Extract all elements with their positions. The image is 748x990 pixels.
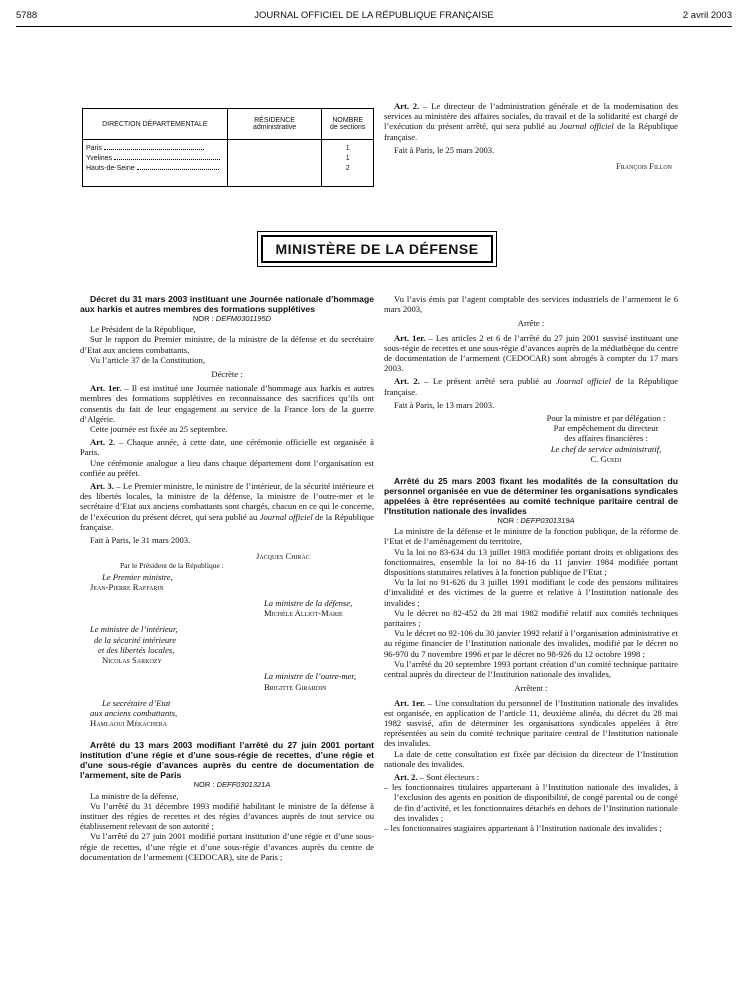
right-column: Vu l’avis émis par l’agent comptable des services industriels de l’armement le 6 mars 2003, Arrête : Art. 1er. – Les articles 2 et 6 de l’arrêté du 27 juin 2001 susvisé instituant une sous-régie de recettes et une sous-régie d’avances auprès de la médiathèque du centre de documentation de l’armement (CEDOCAR) sont abrogés à compter du 17 mars 2003. Art. 2. – Le présent arrêté sera publié au Journal officiel de la République française. Fait à Paris, le 13 mars 2003. Pour la ministre et par délégation : Par empêchement du directeur des affaires financières : Le chef de service administratif, C. Guedj Arrêté du 25 mars 2003 fixant les modalités de la consultation du personnel organisée en vue de déterminer les organisations syndicales appelées à être représentées au comité technique paritaire central de l’Institution nationale des invalides NOR : DEFP0301319A La ministre de la défense et le ministre de la fonction publique, de la réforme de l’Etat et de l’aménagement du territoire, Vu la loi no 83-634 du 13 juillet 1983 modifiée portant droits et obligations des fonctionnaires, ensemble la loi no 84-16 du 11 janvier 1984 modifiée portant dispositions statutaires relatives à la fonction publique de l’Etat ; Vu la loi no 91-626 du 3 juillet 1991 modifiant le code des pensions militaires d’invalidité et des victimes de la guerre et relative à l’Institution nationale des invalides ; Vu le décret no 82-452 du 28 mai 1982 modifié relatif aux comités techniques paritaires ; Vu le décret no 92-106 du 30 janvier 1992 relatif à l’organisation administrative et au régime financier de l’Institution nationale des invalides, modifié par le décret no 96-970 du 7 novembre 1996 et par le décret no 98-926 du 12 octobre 1998 ; Vu l’arrêté du 20 septembre 1993 portant création d’un comité technique paritaire central auprès du directeur de l’Institution nationale des invalides, Arrêtent : Art. 1er. – Une consultation du personnel de l’Institution nationale des invalides est organisée, en application de l’article 11, deuxième alinéa, du décret du 28 mai 1982 susvisé, afin de déterminer les organisations syndicales appelées à être représentées au sein du comité technique paritaire central de l’Institution nationale des invalides. La date de cette consultation est fixée par décision du directeur de l’Institution nationale des invalides. Art. 2. – Sont électeurs : – les fonctionnaires titulaires appartenant à l’Institution nationale des invalides, à l’exclusion des agents en position de disponibilité, de congé parental ou de congé de fin d’activité, et les fonctionnaires détachés en dehors de l’Institution nationale des invalides ; – les fonctionnaires stagiaires appartenant à l’Institution nationale des invalides ; xyxy=(384,294,678,833)
nor-line: NOR : DEFM0301195D xyxy=(192,314,272,323)
list-item: – les fonctionnaires titulaires appartenant à l’Institution nationale des invalides, à l’exclusion des agents en position de disponibilité, de congé parental ou de congé de fin d’activité, et les fonctionnaires détachés en dehors de l’Institution nationale des invalides ; xyxy=(384,782,678,823)
signatures: Jacques Chirac Par le Président de la République : Le Premier ministre, Jean-Pierre Raffarin La ministre de la défense, Michèle Alliot-Marie Le ministre de l’intérieur, de la sécurité intérieure et des libertés locales, Nicolas Sarkozy La ministre de l’outre-mer, Brigitte Girardin Le secrétaire d’Etat aux anciens combattants, Hamlaoui Mékachera xyxy=(90,551,356,729)
table-cell-counts: 1 1 2 xyxy=(322,140,374,187)
table-header-direction: DIRECTION DÉPARTEMENTALE xyxy=(83,109,228,140)
left-column: Décret du 31 mars 2003 instituant une Journée nationale d’hommage aux harkis et autres membres des formations supplétives NOR : DEFM0301195D Le Président de la République, Sur le rapport du Premier ministre, de la ministre de la défense et du secrétaire d’Etat aux anciens combattants, Vu l’article 37 de la Constitution, Décrète : Art. 1er. – Il est institué une Journée nationale d’hommage aux harkis et autres membres des formations supplétives en reconnaissance des sacrifices qu’ils ont consentis du fait de leur engagement au service de la France lors de la guerre d’Algérie. Cette journée est fixée au 25 septembre. Art. 2. – Chaque année, à cette date, une cérémonie officielle est organisée à Paris. Une cérémonie analogue a lieu dans chaque département dont l’organisation est confiée au préfet. Art. 3. – Le Premier ministre, le ministre de l’intérieur, de la sécurité intérieure et des libertés locales, la ministre de la défense, la ministre de l’outre-mer et le secrétaire d’Etat aux anciens combattants sont chargés, chacun en ce qui le concerne, de l’exécution du présent décret, qui sera publié au Journal officiel de la République française. Fait à Paris, le 31 mars 2003. Jacques Chirac Par le Président de la République : Le Premier ministre, Jean-Pierre Raffarin La ministre de la défense, Michèle Alliot-Marie Le ministre de l’intérieur, de la sécurité intérieure et des libertés locales, Nicolas Sarkozy La ministre de l’outre-mer, Brigitte Girardin Le secrétaire d’Etat aux anciens combattants, Hamlaoui Mékachera Arrêté du 13 mars 2003 modifiant l’arrêté du 27 juin 2001 portant institution d’une régie et d’une sous-régie de recettes, d’une régie et d’une sous-régie d’avances auprès du centre de documentation de l’armement, site de Paris NOR : DEFF0301321A La ministre de la défense, Vu l’arrêté du 31 décembre 1993 modifié habilitant le ministre de la défense à instituer des régies de recettes et des régies d’avances auprès de tout service ou établissement relevant de son autorité ; Vu l’arrêté du 27 juin 2001 modifié portant institution d’une régie et d’une sous-régie de recettes, d’une régie et d’une sous-régie d’avances auprès du centre de documentation de l’armement (CEDOCAR), site de Paris ; xyxy=(80,294,375,862)
arrete-2-title: Arrêté du 25 mars 2003 fixant les modalités de la consultation du personnel organisée en vue de déterminer les organisations syndicales appelées à être représentées au comité technique paritaire central de l’Institution nationale des invalides xyxy=(384,476,678,517)
arrete-1-title: Arrêté du 13 mars 2003 modifiant l’arrêté du 27 juin 2001 portant institution d’une régie et d’une sous-régie de recettes, d’une régie et d’une sous-régie d’avances auprès du centre de documentation de l’armement, site de Paris xyxy=(80,740,374,781)
arrete-1-signature: Pour la ministre et par délégation : Par empêchement du directeur des affaires financières : Le chef de service administratif, C. Guedj xyxy=(546,413,666,464)
table-cell-residence xyxy=(227,140,322,187)
department-table xyxy=(82,108,374,187)
table-cell-departments xyxy=(83,140,228,187)
ministry-banner: MINISTÈRE DE LA DÉFENSE xyxy=(257,231,497,267)
journal-title: JOURNAL OFFICIEL DE LA RÉPUBLIQUE FRANÇAISE xyxy=(254,10,494,21)
page-header xyxy=(16,10,732,24)
signature: François Fillon xyxy=(615,161,672,172)
count-sublabel: de sections xyxy=(330,124,366,131)
table-row: Paris xyxy=(86,144,224,154)
table-header-count xyxy=(322,109,374,140)
table-row: Yvelines xyxy=(86,154,224,164)
table-header-residence xyxy=(227,109,322,140)
decret-title: Décret du 31 mars 2003 instituant une Journée nationale d’hommage aux harkis et autres membres des formations supplétives xyxy=(80,294,374,314)
nor-line: NOR : DEFP0301319A xyxy=(497,516,575,526)
nor-line: NOR : DEFF0301321A xyxy=(193,780,271,790)
count-label: NOMBRE xyxy=(332,117,364,124)
list-item: – les fonctionnaires stagiaires appartenant à l’Institution nationale des invalides ; xyxy=(384,822,662,833)
page-number: 5788 xyxy=(16,10,38,21)
issue-date: 2 avril 2003 xyxy=(682,10,732,21)
residence-label: RÉSIDENCE xyxy=(254,117,295,124)
fait-line: Fait à Paris, le 25 mars 2003. xyxy=(394,144,495,155)
header-rule xyxy=(16,26,732,27)
residence-sublabel: administrative xyxy=(252,124,297,131)
table-row: Hauts-de-Seine xyxy=(86,164,224,174)
top-right-column: Art. 2. – Le directeur de l’administration générale et de la modernisation des services au ministère des affaires sociales, du travail et de la solidarité est chargé de l’exécution du présent arrêté, qui sera publié au Journal officiel de la République française. Fait à Paris, le 25 mars 2003. François Fillon xyxy=(384,101,678,172)
